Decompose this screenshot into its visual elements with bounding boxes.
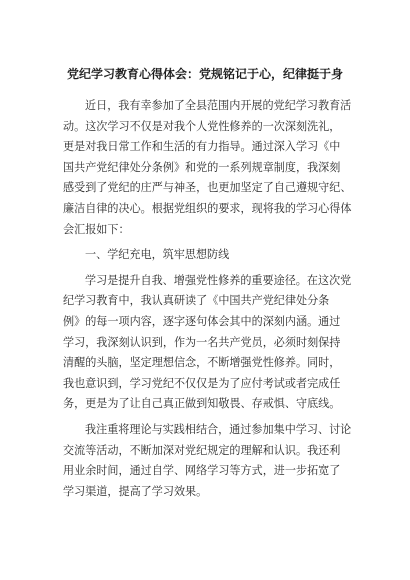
- text-line: 国共产党纪律处分条例》和党的一系列规章制度，我深刻: [63, 160, 341, 174]
- text-line: 学习，我深刻认识到，作为一名共产党员，必须时刻保持: [63, 335, 341, 349]
- document-body: [63, 96, 353, 502]
- paragraph-practice: [63, 420, 353, 502]
- text-line: 学习是提升自我、增强党性修养的重要途径。在这次党: [85, 273, 352, 287]
- text-line: 清醒的头脑，坚定理想信念，不断增强党性修养。同时，: [63, 356, 341, 370]
- text-line: 动。这次学习不仅是对我个人党性修养的一次深刻洗礼，: [63, 119, 341, 133]
- heading-line: 一、学纪充电，筑牢思想防线: [85, 248, 230, 262]
- text-line: 用业余时间，通过自学、网络学习等方式，进一步拓宽了: [63, 464, 341, 478]
- text-line: 纪学习教育中，我认真研读了《中国共产党纪律处分条: [63, 294, 330, 308]
- document-title: 党纪学习教育心得体会：党规铭记于心，纪律挺于身: [66, 67, 343, 81]
- text-line: 我注重将理论与实践相结合，通过参加集中学习、讨论: [85, 422, 352, 436]
- text-line: 学习渠道，提高了学习效果。: [63, 484, 208, 498]
- paragraph-intro: [63, 96, 353, 240]
- text-line: 交流等活动，不断加深对党纪规定的理解和认识。我还利: [63, 443, 341, 457]
- text-line: 近日，我有幸参加了全县范围内开展的党纪学习教育活: [85, 99, 352, 112]
- text-line: 我也意识到，学习党纪不仅仅是为了应付考试或者完成任: [63, 376, 341, 390]
- text-line: 务，更是为了让自己真正做到知敬畏、存戒惧、守底线。: [63, 397, 341, 411]
- text-line: 感受到了党纪的庄严与神圣，也更加坚定了自己遵规守纪、: [63, 181, 352, 195]
- paragraph-study: [63, 271, 353, 415]
- text-line: 廉洁自律的决心。根据党组织的要求，现将我的学习心得体: [63, 201, 352, 215]
- text-line: 会汇报如下：: [63, 222, 130, 236]
- text-line: 例》的每一项内容，逐字逐句体会其中的深刻内涵。通过: [63, 314, 341, 328]
- section-heading: [63, 245, 353, 266]
- text-line: 更是对我日常工作和生活的有力指导。通过深入学习《中: [63, 140, 341, 154]
